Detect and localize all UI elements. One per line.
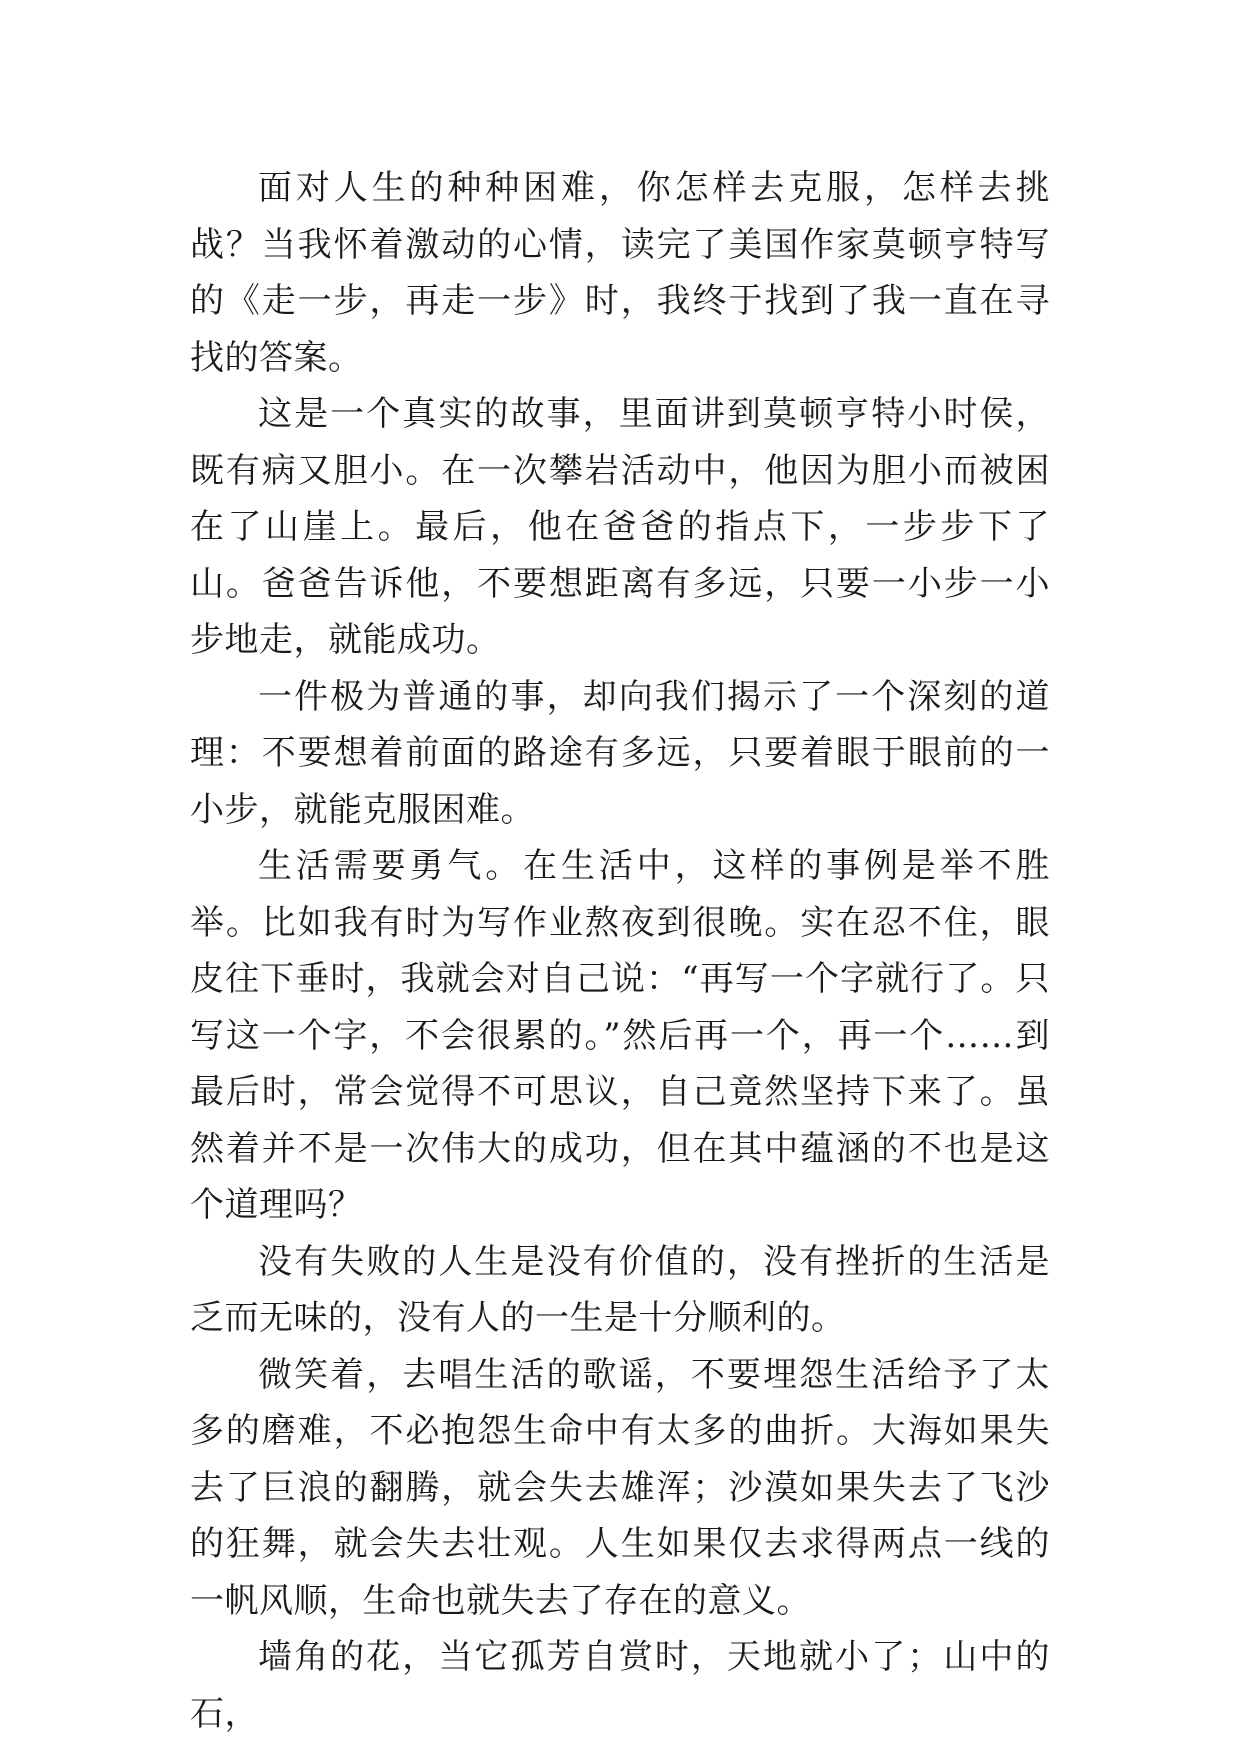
paragraph-1: 面对人生的种种困难，你怎样去克服，怎样去挑战？当我怀着激动的心情，读完了美国作家莫顿亨特写的《走一步，再走一步》时，我终于找到了我一直在寻找的答案。 bbox=[190, 168, 1050, 378]
paragraph-3: 一件极为普通的事，却向我们揭示了一个深刻的道理：不要想着前面的路途有多远，只要着眼于眼前的一小步，就能克服困难。 bbox=[190, 676, 1050, 830]
paragraph-4: 生活需要勇气。在生活中，这样的事例是举不胜举。比如我有时为写作业熬夜到很晚。实在忍不住，眼皮往下垂时，我就会对自己说：“再写一个字就行了。只写这一个字，不会很累的。”然后再一个，再一个……到最后时，常会觉得不可思议，自己竟然坚持下来了。虽然着并不是一次伟大的成功，但在其中蕴涵的不也是这个道理吗？ bbox=[190, 846, 1050, 1225]
paragraph-6: 微笑着，去唱生活的歌谣，不要埋怨生活给予了太多的磨难，不必抱怨生命中有太多的曲折。大海如果失去了巨浪的翻腾，就会失去雄浑；沙漠如果失去了飞沙的狂舞，就会失去壮观。人生如果仅去求得两点一线的一帆风顺，生命也就失去了存在的意义。 bbox=[190, 1354, 1050, 1621]
paragraph-5: 没有失败的人生是没有价值的，没有挫折的生活是乏而无味的，没有人的一生是十分顺利的。 bbox=[190, 1241, 1050, 1338]
paragraph-7: 墙角的花，当它孤芳自赏时，天地就小了；山中的石， bbox=[190, 1637, 1050, 1734]
document-body bbox=[190, 160, 1050, 1742]
paragraph-2: 这是一个真实的故事，里面讲到莫顿亨特小时侯，既有病又胆小。在一次攀岩活动中，他因为胆小而被困在了山崖上。最后，他在爸爸的指点下，一步步下了山。爸爸告诉他，不要想距离有多远，只要一小步一小步地走，就能成功。 bbox=[190, 394, 1050, 660]
